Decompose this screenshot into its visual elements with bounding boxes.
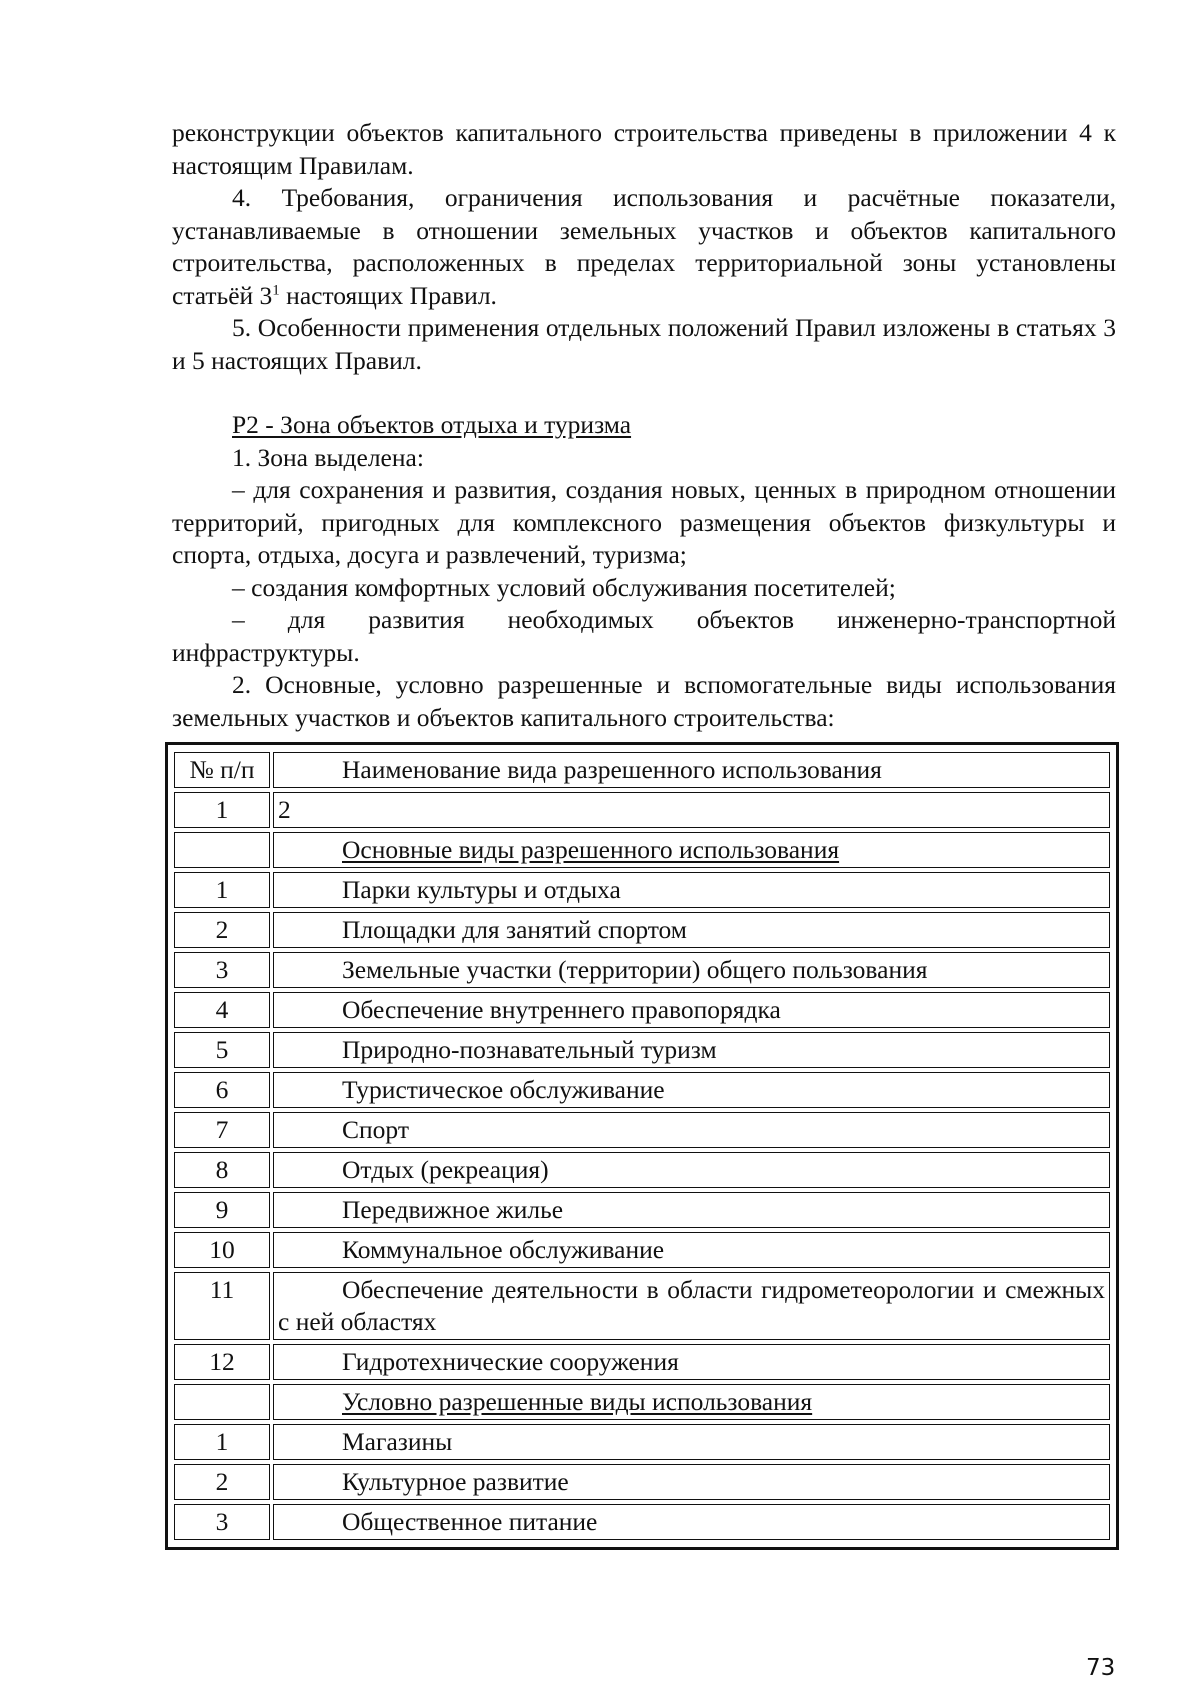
section-heading	[172, 409, 1116, 442]
row-number: 8	[174, 1152, 270, 1188]
column-number-1: 1	[174, 792, 270, 828]
table-row	[174, 1344, 1110, 1380]
row-number: 5	[174, 1032, 270, 1068]
row-number: 7	[174, 1112, 270, 1148]
row-use-name: Обеспечение внутреннего правопорядка	[273, 992, 1110, 1028]
row-number: 12	[174, 1344, 270, 1380]
row-use-name: Земельные участки (территории) общего пользования	[273, 952, 1110, 988]
row-number: 2	[174, 912, 270, 948]
paragraph-continuation: реконструкции объектов капитального строительства приведены в приложении 4 к настоящим Правилам.	[172, 118, 1116, 180]
column-number-2: 2	[273, 792, 1110, 828]
table-row	[174, 1464, 1110, 1500]
table-row	[174, 912, 1110, 948]
row-number: 4	[174, 992, 270, 1028]
table-row	[174, 1424, 1110, 1460]
table-row	[174, 872, 1110, 908]
table-row	[174, 992, 1110, 1028]
group-title: Основные виды разрешенного использования	[342, 835, 840, 864]
row-use-name: Природно-познавательный туризм	[273, 1032, 1110, 1068]
section-heading-text: Р2 - Зона объектов отдыха и туризма	[232, 410, 632, 439]
row-number: 2	[174, 1464, 270, 1500]
table-column-numbers-row	[174, 792, 1110, 828]
section-paragraph-2: 2. Основные, условно разрешенные и вспомогательные виды использования земельных участков и объектов капитального строительства:	[172, 670, 1116, 732]
header-name: Наименование вида разрешенного использования	[273, 752, 1110, 788]
group-number-cell	[174, 1384, 270, 1420]
row-use-name: Отдых (рекреация)	[273, 1152, 1110, 1188]
row-use-name: Обеспечение деятельности в области гидрометеорологии и смежных с ней областях	[273, 1272, 1110, 1340]
row-use-name: Коммунальное обслуживание	[273, 1232, 1110, 1268]
paragraph-item-5: 5. Особенности применения отдельных положений Правил изложены в статьях 3 и 5 настоящих Правил.	[172, 313, 1116, 375]
header-number: № п/п	[174, 752, 270, 788]
table-row	[174, 1152, 1110, 1188]
row-use-name: Магазины	[273, 1424, 1110, 1460]
bullet-3: – для развития необходимых объектов инженерно-транспортной инфраструктуры.	[172, 605, 1116, 667]
table-header-row	[174, 752, 1110, 788]
table-row	[174, 1032, 1110, 1068]
page-number: 73	[1086, 1655, 1116, 1681]
row-number: 11	[174, 1272, 270, 1340]
bullet-2: – создания комфортных условий обслуживания посетителей;	[232, 572, 896, 602]
table-group-row	[174, 1384, 1110, 1420]
table-row	[174, 1272, 1110, 1340]
row-use-name: Гидротехнические сооружения	[273, 1344, 1110, 1380]
row-number: 10	[174, 1232, 270, 1268]
table-row	[174, 952, 1110, 988]
table-body	[174, 752, 1110, 1540]
row-use-name: Спорт	[273, 1112, 1110, 1148]
table-row	[174, 1112, 1110, 1148]
row-number: 9	[174, 1192, 270, 1228]
superscript-1: 1	[272, 282, 280, 298]
paragraph-item-4	[172, 182, 1116, 312]
row-use-name: Туристическое обслуживание	[273, 1072, 1110, 1108]
row-use-name: Общественное питание	[273, 1504, 1110, 1540]
row-number: 1	[174, 872, 270, 908]
row-number: 1	[174, 1424, 270, 1460]
table-row	[174, 1192, 1110, 1228]
row-use-name: Площадки для занятий спортом	[273, 912, 1110, 948]
group-title: Условно разрешенные виды использования	[342, 1387, 813, 1416]
table-group-row	[174, 832, 1110, 868]
group-title-cell	[273, 1384, 1110, 1420]
group-title-cell	[273, 832, 1110, 868]
document-body	[172, 117, 1116, 734]
row-number: 3	[174, 1504, 270, 1540]
bullet-1: – для сохранения и развития, создания новых, ценных в природном отношении территорий, пригодных для комплексного размещения объектов физкультуры и спорта, отдыха, досуга и развлечений, туризма;	[172, 475, 1116, 569]
paragraph-item-4-tail: настоящих Правил.	[279, 280, 497, 310]
section-paragraph-1: 1. Зона выделена:	[232, 442, 424, 472]
row-number: 6	[174, 1072, 270, 1108]
table-row	[174, 1072, 1110, 1108]
row-use-name: Передвижное жилье	[273, 1192, 1110, 1228]
permitted-use-table	[165, 742, 1119, 1550]
table-row	[174, 1504, 1110, 1540]
row-number: 3	[174, 952, 270, 988]
paragraph-item-4-text: 4. Требования, ограничения использования и расчётные показатели, устанавливаемые в отношении земельных участков и объектов капитального строительства, расположенных в пределах территориальной зоны установлены статьёй 3	[172, 183, 1116, 310]
row-use-name: Культурное развитие	[273, 1464, 1110, 1500]
row-use-name: Парки культуры и отдыха	[273, 872, 1110, 908]
group-number-cell	[174, 832, 270, 868]
table-row	[174, 1232, 1110, 1268]
